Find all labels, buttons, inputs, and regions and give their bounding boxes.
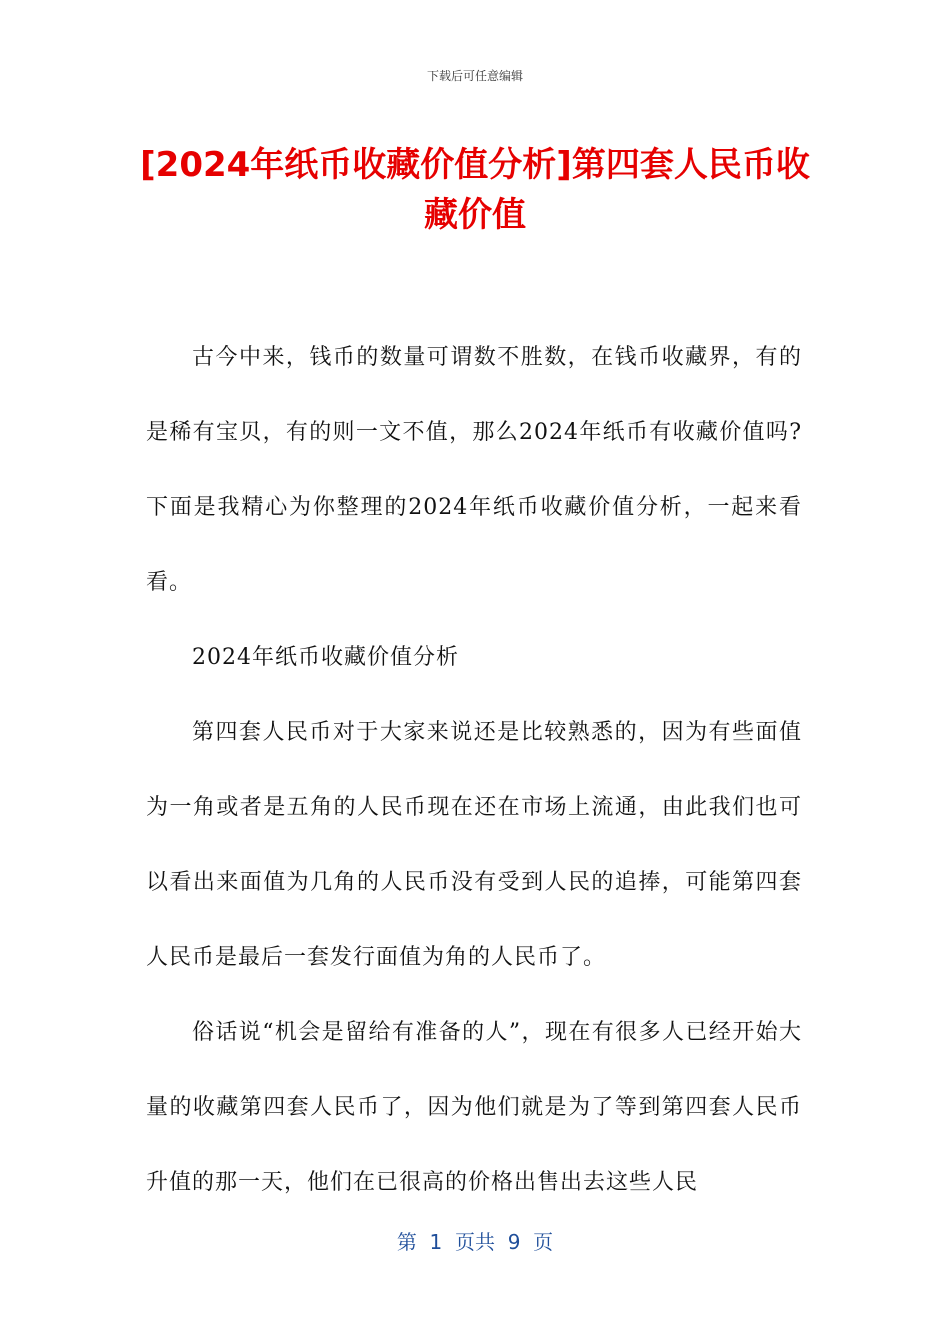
paragraph-fourth-series: 第四套人民币对于大家来说还是比较熟悉的，因为有些面值为一角或者是五角的人民币现在还在市场上流通，由此我们也可以看出来面值为几角的人民币没有受到人民的追捧，可能第四套人民币是最后一套发行面值为角的人民币了。	[146, 720, 802, 970]
paragraph-subheading: 2024年纸币收藏价值分析	[192, 645, 459, 670]
page-number-footer: 第 1 页共 9 页	[396, 1230, 554, 1254]
document-title: [2024年纸币收藏价值分析]第四套人民币收藏价值	[140, 145, 810, 235]
paragraph-intro: 古今中来，钱币的数量可谓数不胜数，在钱币收藏界，有的是稀有宝贝，有的则一文不值，那么2024年纸币有收藏价值吗?下面是我精心为你整理的2024年纸币收藏价值分析，一起来看看。	[146, 345, 802, 595]
paragraph-opportunity: 俗话说“机会是留给有准备的人”，现在有很多人已经开始大量的收藏第四套人民币了，因为他们就是为了等到第四套人民币升值的那一天，他们在已很高的价格出售出去这些人民	[146, 1020, 802, 1195]
document-body	[146, 320, 802, 1220]
header-note: 下载后可任意编辑	[426, 69, 523, 83]
